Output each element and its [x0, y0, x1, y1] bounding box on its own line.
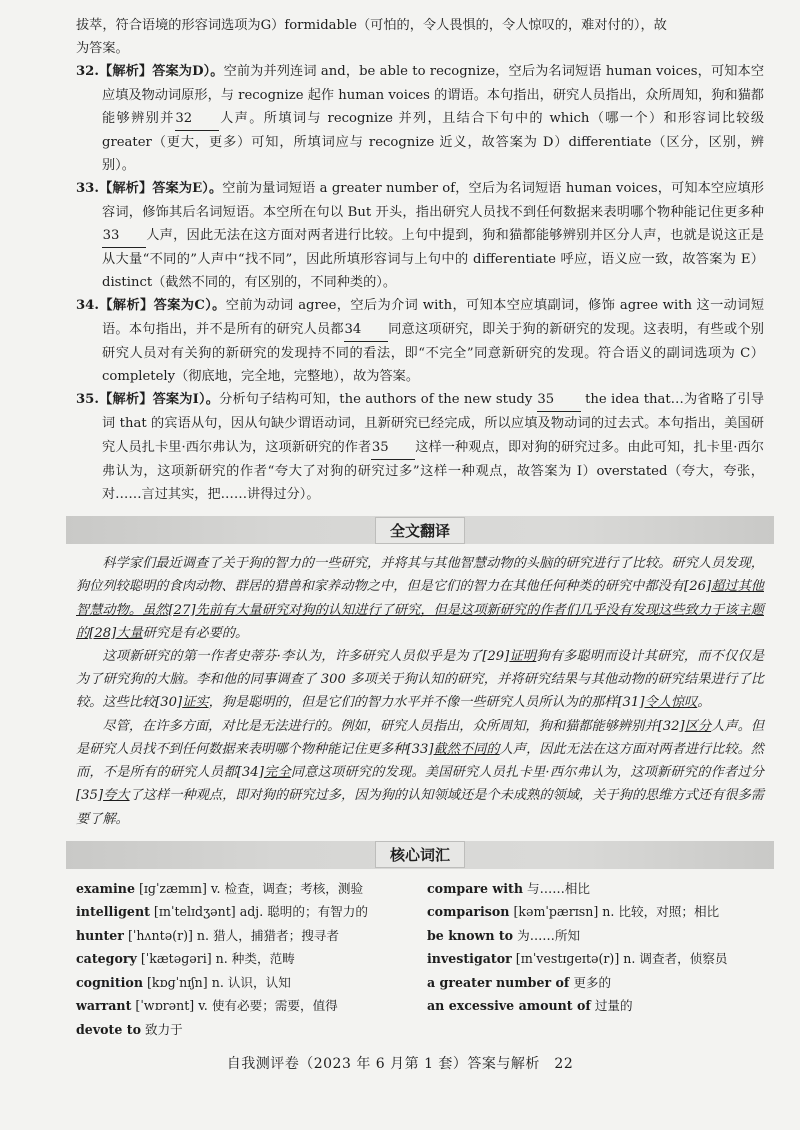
blank-33: 33 — [102, 224, 146, 248]
answer-item-34: 34.【解析】答案为C）。空前为动词 agree，空后为介词 with，可知本空应填副词，修饰 agree with 这一动词短语。本句指出，并不是所有的研究人员都34 同意这项研究，即关于狗的新研究的发现。这表明，有些或个别研究人员对有关狗的新研究的发现持不同的看法，即“不完全”同意新研究的发现。符合语义的副词选项为 C）completely（彻底地，完全地，完整地），故为答案。 — [76, 298, 765, 385]
translation-paragraph-1: 科学家们最近调查了关于狗的智力的一些研究，并将其与其他智慧动物的头脑的研究进行了比较。研究人员发现，狗位列较聪明的食肉动物、群居的猎兽和家养动物之中，但是它们的智力在其他任何种类的研究中都没有[26]超过其他智慧动物。虽然[27]先前有大量研究对狗的认知进行了研究，但是这项新研究的作者们几乎没有发现这些致力于该主题的[28]大量研究是有必要的。 — [76, 556, 764, 641]
vocab-list — [76, 877, 764, 1042]
vocab-column-left — [76, 877, 413, 1042]
vocab-entry: hunter [ˈhʌntə(r)] n. 猎人，捕猎者；搜寻者 — [76, 927, 339, 943]
blank-35: 35 — [537, 388, 581, 412]
vocab-entry: cognition [kɒɡˈnɪʃn] n. 认识，认知 — [76, 974, 291, 990]
vocab-entry: a greater number of 更多的 — [427, 974, 612, 990]
vocab-entry: intelligent [ɪnˈtelɪdʒənt] adj. 聪明的；有智力的 — [76, 904, 368, 920]
page-footer: 自我测评卷（2023 年 6 月第 1 套）答案与解析 22 — [226, 1056, 574, 1072]
vocab-entry: devote to 致力于 — [76, 1021, 183, 1037]
vocab-column-right — [413, 877, 764, 1042]
vocab-title: 核心词汇 — [375, 841, 465, 868]
translation-paragraph-2: 这项新研究的第一作者史蒂芬·李认为，许多研究人员似乎是为了[29]证明狗有多聪明而设计其研究，而不仅仅是为了研究狗的大脑。李和他的同事调查了 300 多项关于狗认知的研究，并将研究结果与其他动物的研究结果进行了比较。这些比较[30]证实，狗是聪明的，但是它们的智力水平并不像一些研究人员所认为的那样[31]令人惊叹。 — [76, 649, 765, 711]
translation-body — [76, 552, 764, 830]
vocab-header-bar — [66, 841, 774, 869]
vocab-entry: examine [ɪɡˈzæmɪn] v. 检查，调查；考核，测验 — [76, 880, 364, 896]
vocab-entry: category [ˈkætəɡəri] n. 种类，范畴 — [76, 951, 295, 967]
vocab-entry: an excessive amount of 过量的 — [427, 998, 633, 1014]
blank-35-second: 35 — [371, 436, 415, 460]
answer-item-35: 35.【解析】答案为I）。分析句子结构可知，the authors of the new study 35 the idea that…为省略了引导词 that 的宾语从句，因从句缺少谓语动词，且新研究已经完成，所以应填及物动词的过去式。本句指出，美国研究人员扎卡里·西尔弗认为，这项新研究的作者35 这样一种观点，即对狗的研究过多。由此可知，扎卡里·西尔弗认为，这项新研究的作者“夸大了对狗的研究过多”这样一种观点，故答案为 I）overstated（夸大，夸张，对……言过其实，把……讲得过分）。 — [76, 388, 764, 506]
vocab-entry: investigator [ɪnˈvestɪɡeɪtə(r)] n. 调查者，侦察员 — [427, 951, 728, 967]
blank-34: 34 — [344, 318, 388, 342]
translation-header-bar — [66, 516, 774, 544]
vocab-entry: warrant [ˈwɒrənt] v. 使有必要；需要，值得 — [76, 998, 338, 1014]
translation-title: 全文翻译 — [375, 517, 465, 544]
translation-paragraph-3: 尽管，在许多方面，对比是无法进行的。例如，研究人员指出，众所周知，狗和猫都能够辨别并[32]区分人声。但是研究人员找不到任何数据来表明哪个物种能记住更多种[33]截然不同的人声，因此无法在这方面对两者进行比较。然而，不是所有的研究人员都[34]完全同意这项研究的发现。美国研究人员扎卡里·西尔弗认为，这项新研究的作者过分[35]夸大了这样一种观点，即对狗的研究过多，因为狗的认知领域还是个未成熟的领域，关于狗的思维方式还有很多需要了解。 — [76, 718, 765, 827]
blank-32: 32 — [175, 107, 219, 131]
continued-line-2: 为答案。 — [76, 41, 129, 57]
answer-item-32: 32.【解析】答案为D）。空前为并列连词 and，be able to recognize，空后为名词短语 human voices，可知本空应填及物动词原形，与 recognize 起作 human voices 的谓语。本句指出，研究人员指出，众所周知，狗和猫都能够辨别并32 人声。所填词与 recognize 并列，且结合下句中的 which（哪一个）和形容词比较级 greater（更大，更多）可知，所填词应与 recognize 近义，故答案为 D）differentiate（区分，区别，辨别）。 — [76, 64, 765, 174]
vocab-entry: be known to 为……所知 — [427, 927, 581, 943]
continued-line-1: 拔萃，符合语境的形容词选项为G）formidable（可怕的，令人畏惧的，令人惊叹的，难对付的），故 — [76, 18, 667, 33]
vocab-entry: comparison [kəmˈpærɪsn] n. 比较，对照；相比 — [427, 904, 720, 920]
answer-item-33: 33.【解析】答案为E）。空前为量词短语 a greater number of，空后为名词短语 human voices，可知本空应填形容词，修饰其后名词短语。本空所在句以 But 开头，指出研究人员找不到任何数据来表明哪个物种能记住更多种33 人声，因此无法在这方面对两者进行比较。上句中提到，狗和猫都能够辨别并区分人声，也就是说这正是从大量“不同的”人声中“找不同”，因此所填形容词与上句中的 differentiate 呼应，语义应一致，故答案为 E）distinct（截然不同的，有区别的，不同种类的）。 — [76, 181, 764, 291]
page-content — [76, 14, 764, 1041]
vocab-entry: compare with 与……相比 — [427, 880, 590, 896]
